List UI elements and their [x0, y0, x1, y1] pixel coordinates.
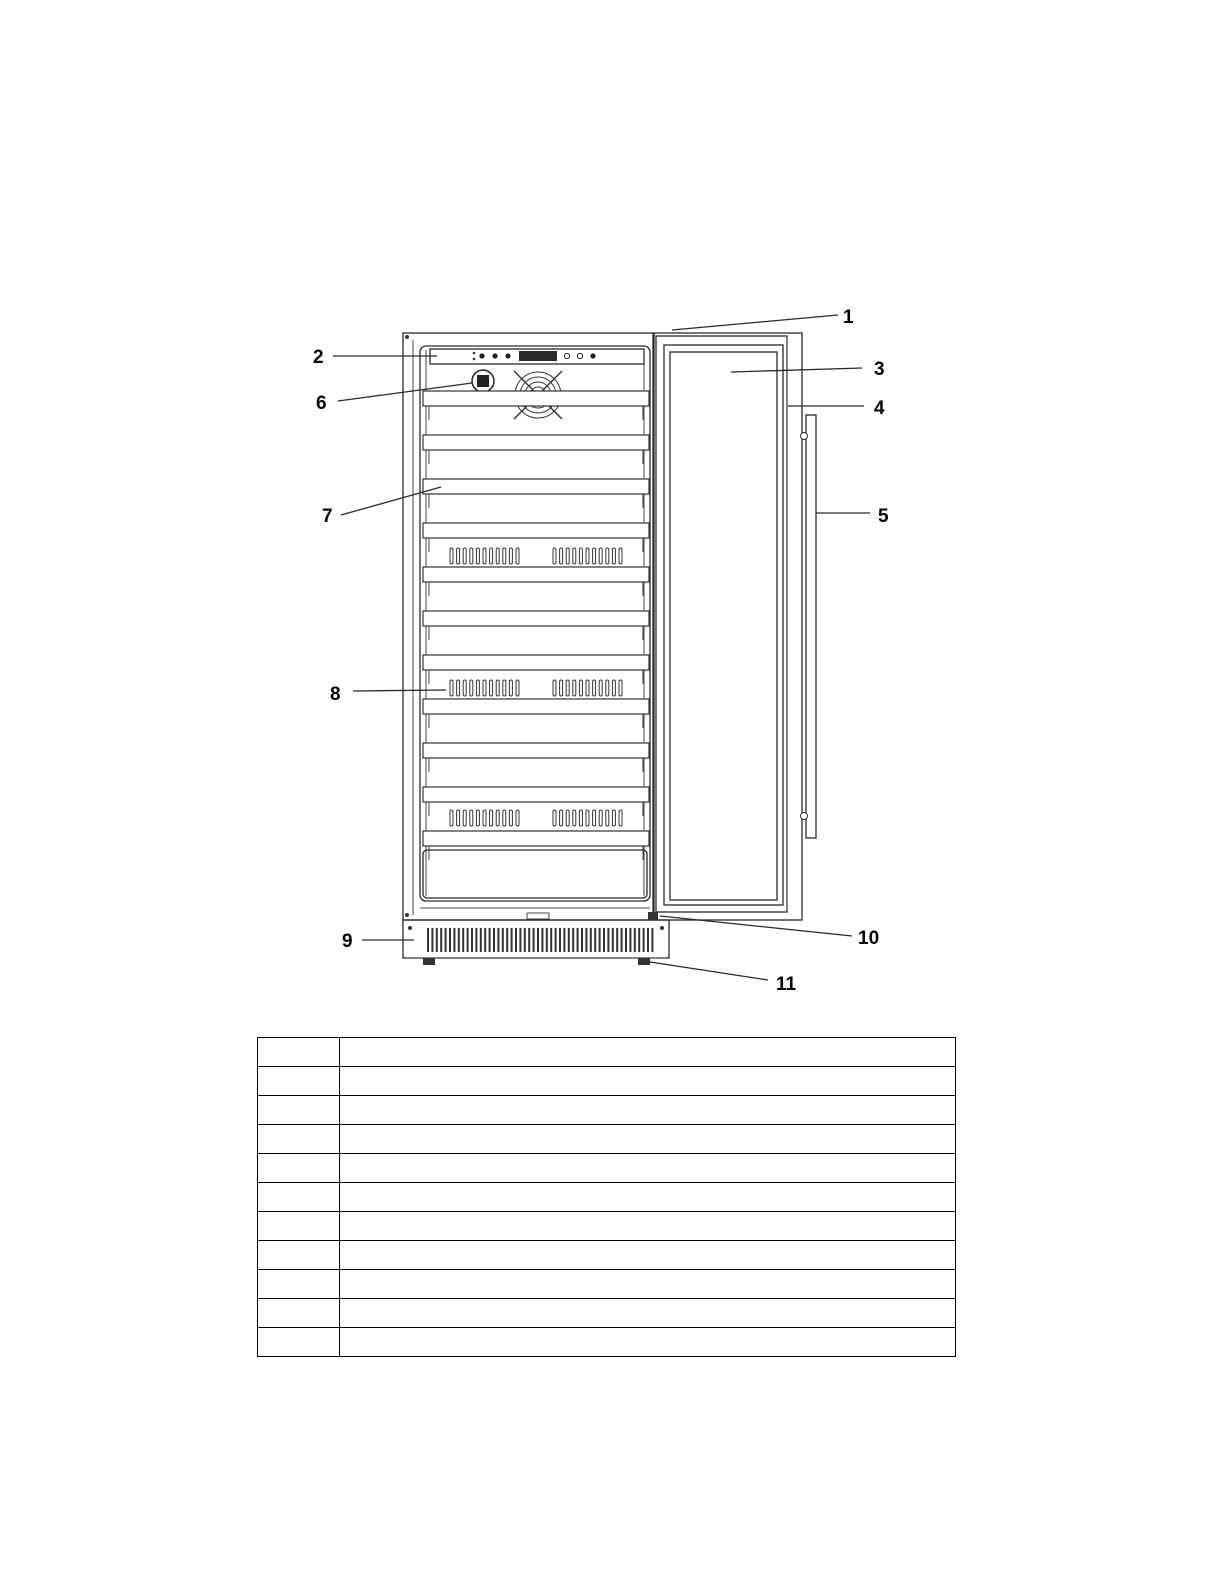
table-row — [258, 1067, 956, 1096]
part-description-cell — [340, 1299, 956, 1328]
table-row — [258, 1270, 956, 1299]
wine-rack-shelf — [423, 567, 649, 582]
part-number-cell — [258, 1328, 340, 1357]
parts-table — [257, 1037, 956, 1357]
part-description-cell — [340, 1212, 956, 1241]
part-number-cell — [258, 1067, 340, 1096]
part-number-cell — [258, 1212, 340, 1241]
part-description-cell — [340, 1241, 956, 1270]
wine-rack-shelf — [423, 831, 649, 846]
table-row — [258, 1212, 956, 1241]
door-handle — [801, 415, 817, 838]
table-row — [258, 1328, 956, 1357]
table-row — [258, 1241, 956, 1270]
part-description-cell — [340, 1038, 956, 1067]
table-row — [258, 1125, 956, 1154]
callout-5: 5 — [878, 506, 889, 527]
part-number-cell — [258, 1241, 340, 1270]
wine-rack-shelf — [423, 699, 649, 714]
wine-rack-shelf — [423, 479, 649, 494]
base-grille — [403, 920, 669, 958]
bottom-hinge — [648, 912, 658, 920]
callout-11: 11 — [776, 974, 797, 995]
callout-10: 10 — [858, 928, 880, 949]
table-row — [258, 1183, 956, 1212]
callout-8: 8 — [330, 684, 341, 705]
part-number-cell — [258, 1096, 340, 1125]
leader-3 — [731, 368, 862, 372]
wine-rack-shelf — [423, 523, 649, 538]
callout-9: 9 — [342, 931, 353, 952]
wine-rack-shelf — [423, 391, 649, 406]
part-description-cell — [340, 1067, 956, 1096]
callout-4: 4 — [874, 398, 885, 419]
bottom-drawer — [423, 850, 647, 898]
part-number-cell — [258, 1154, 340, 1183]
part-description-cell — [340, 1154, 956, 1183]
control-panel — [430, 349, 644, 364]
interior-light — [472, 370, 494, 392]
part-number-cell — [258, 1038, 340, 1067]
part-description-cell — [340, 1125, 956, 1154]
callout-6: 6 — [316, 393, 327, 414]
callout-7: 7 — [322, 506, 333, 527]
table-row — [258, 1299, 956, 1328]
table-row — [258, 1038, 956, 1067]
part-number-cell — [258, 1270, 340, 1299]
part-number-cell — [258, 1125, 340, 1154]
part-number-cell — [258, 1183, 340, 1212]
wine-rack-shelf — [423, 743, 649, 758]
leader-8 — [353, 690, 446, 691]
wine-rack-shelf — [423, 655, 649, 670]
part-description-cell — [340, 1328, 956, 1357]
wine-rack-shelf — [423, 611, 649, 626]
table-row — [258, 1096, 956, 1125]
leveling-foot-left — [423, 958, 435, 965]
wine-rack-shelf — [423, 787, 649, 802]
callout-leader-lines — [333, 315, 870, 980]
table-row — [258, 1154, 956, 1183]
leveling-foot-right — [638, 958, 650, 965]
part-number-cell — [258, 1299, 340, 1328]
callout-1: 1 — [843, 307, 854, 328]
wine-racks — [423, 391, 649, 860]
leader-10 — [660, 916, 852, 936]
glass-door — [654, 333, 802, 920]
rack-vent-slots — [450, 548, 622, 826]
part-description-cell — [340, 1183, 956, 1212]
wine-rack-shelf — [423, 435, 649, 450]
part-description-cell — [340, 1270, 956, 1299]
callout-2: 2 — [313, 347, 324, 368]
leader-11 — [650, 962, 768, 980]
callout-3: 3 — [874, 359, 885, 380]
part-description-cell — [340, 1096, 956, 1125]
leader-1 — [672, 315, 838, 330]
